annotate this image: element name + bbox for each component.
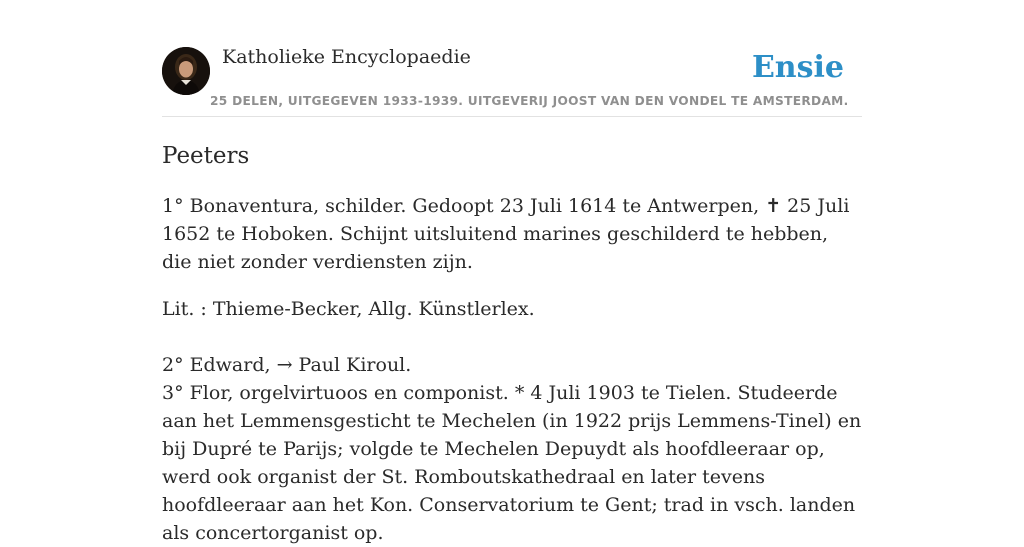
paragraph: Lit. : Thieme-Becker, Allg. Künstlerlex.: [162, 298, 535, 320]
brand-logo[interactable]: Ensie: [751, 50, 844, 85]
article-body: [162, 192, 862, 547]
publication-avatar[interactable]: [162, 47, 210, 95]
portrait-icon: [162, 47, 210, 95]
page-container: [162, 0, 862, 547]
paragraph: 1° Bonaventura, schilder. Gedoopt 23 Juli 1614 te Antwerpen, ✝ 25 Juli 1652 te Hoboken. Schijnt uitsluitend marines geschilderd te hebben, die niet zonder verdiensten zijn.: [162, 195, 850, 273]
paragraph: 2° Edward, → Paul Kiroul.: [162, 354, 412, 376]
header: [162, 0, 862, 117]
publication-title[interactable]: Katholieke Encyclopaedie: [222, 46, 471, 68]
publication-subtitle: 25 DELEN, UITGEGEVEN 1933-1939. UITGEVERIJ JOOST VAN DEN VONDEL TE AMSTERDAM.: [210, 94, 849, 108]
paragraph: 3° Flor, orgelvirtuoos en componist. * 4 Juli 1903 te Tielen. Studeerde aan het Lemmensgesticht te Mechelen (in 1922 prijs Lemmens-Tinel) en bij Dupré te Parijs; volgde te Mechelen Depuydt als hoofdleeraar op, werd ook organist der St. Romboutskathedraal en later tevens hoofdleeraar aan het Kon. Conservatorium te Gent; trad in vsch. landen als concertorganist op.: [162, 382, 862, 544]
article-title: Peeters: [162, 143, 250, 169]
